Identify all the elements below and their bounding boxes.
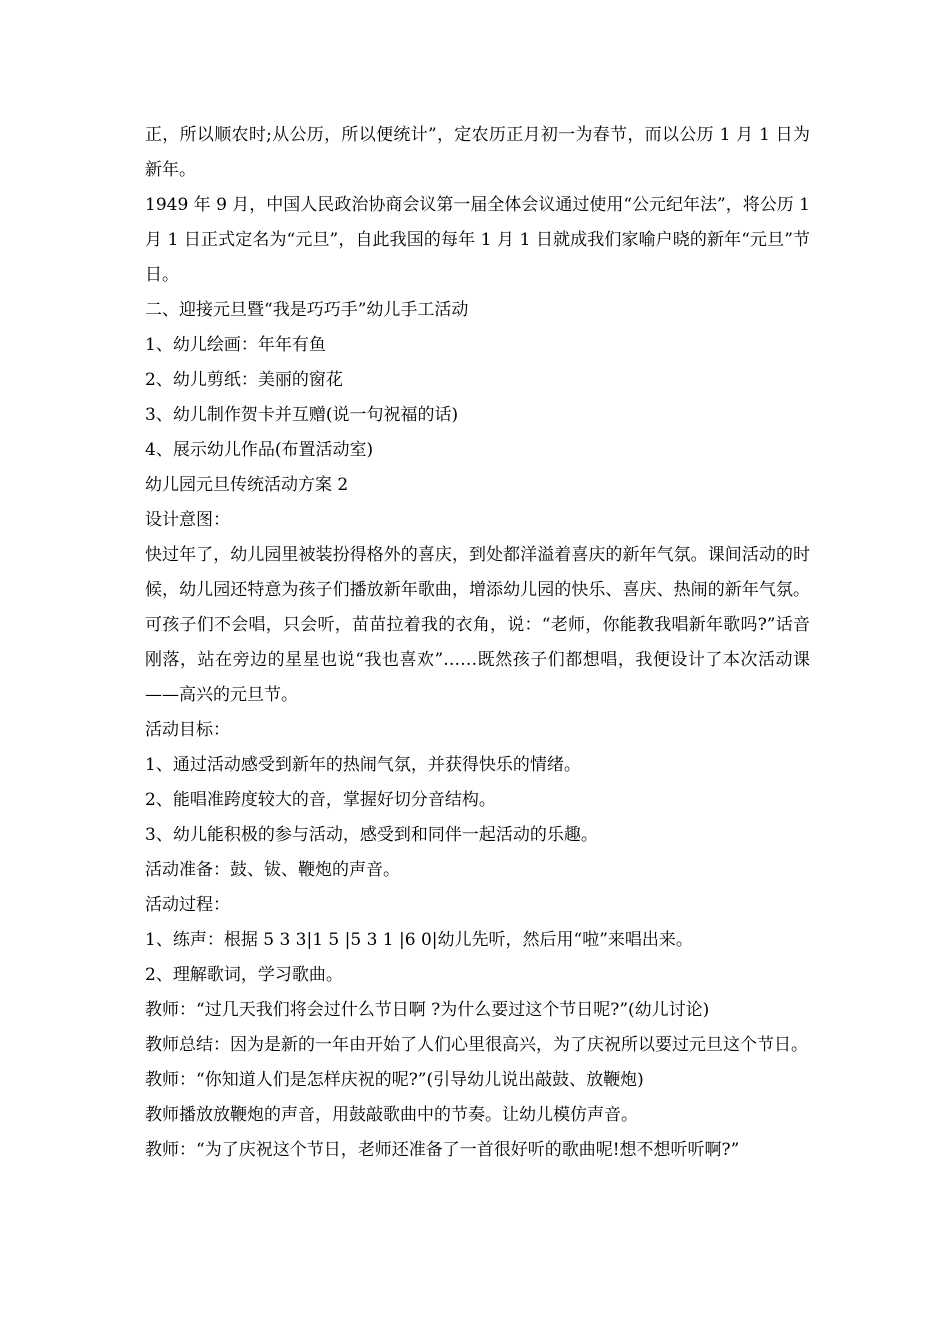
list-item: 1、通过活动感受到新年的热闹气氛，并获得快乐的情绪。 <box>145 755 581 775</box>
list-item: 2、能唱准跨度较大的音，掌握好切分音结构。 <box>145 790 496 810</box>
section-label: 设计意图： <box>145 510 230 530</box>
section-label: 活动准备：鼓、钹、鞭炮的声音。 <box>145 860 400 880</box>
dialogue-line: 教师：“过几天我们将会过什么节日啊 ?为什么要过这个节日呢?”(幼儿讨论) <box>145 1000 710 1020</box>
section-label: 活动目标： <box>145 720 230 740</box>
paragraph-2: 1949 年 9 月，中国人民政治协商会议第一届全体会议通过使用“公元纪年法”，将公历 1 月 1 日正式定名为“元旦”，自此我国的每年 1 月 1 日就成我们家喻户晓的新年“元旦”节日。 <box>145 195 810 285</box>
dialogue-line: 教师播放放鞭炮的声音，用鼓敲歌曲中的节奏。让幼儿模仿声音。 <box>145 1105 638 1125</box>
dialogue-line: 教师总结：因为是新的一年由开始了人们心里很高兴，为了庆祝所以要过元旦这个节日。 <box>145 1035 808 1055</box>
paragraph-design-intent: 快过年了，幼儿园里被装扮得格外的喜庆，到处都洋溢着喜庆的新年气氛。课间活动的时候，幼儿园还特意为孩子们播放新年歌曲，增添幼儿园的快乐、喜庆、热闹的新年气氛。可孩子们不会唱，只会听，苗苗拉着我的衣角，说：“老师，你能教我唱新年歌吗?”话音刚落，站在旁边的星星也说“我也喜欢”……既然孩子们都想唱，我便设计了本次活动课——高兴的元旦节。 <box>145 545 810 705</box>
list-item: 2、理解歌词，学习歌曲。 <box>145 965 343 985</box>
list-item: 4、展示幼儿作品(布置活动室) <box>145 440 374 460</box>
list-item: 2、幼儿剪纸：美丽的窗花 <box>145 370 343 390</box>
dialogue-line: 教师：“你知道人们是怎样庆祝的呢?”(引导幼儿说出敲鼓、放鞭炮) <box>145 1070 644 1090</box>
section-label: 活动过程： <box>145 895 230 915</box>
paragraph-1: 正，所以顺农时;从公历，所以便统计”，定农历正月初一为春节，而以公历 1 月 1 日为新年。 <box>145 125 810 180</box>
section-heading: 二、迎接元旦暨“我是巧巧手”幼儿手工活动 <box>145 300 469 320</box>
document-body <box>145 118 810 1168</box>
list-item: 3、幼儿能积极的参与活动，感受到和同伴一起活动的乐趣。 <box>145 825 598 845</box>
list-item: 1、幼儿绘画：年年有鱼 <box>145 335 326 355</box>
list-item: 1、练声：根据 5 3 3|1 5 |5 3 1 |6 0|幼儿先听，然后用“啦”来唱出来。 <box>145 930 693 950</box>
list-item: 3、幼儿制作贺卡并互赠(说一句祝福的话) <box>145 405 459 425</box>
document-subtitle: 幼儿园元旦传统活动方案 2 <box>145 475 349 495</box>
dialogue-line: 教师：“为了庆祝这个节日，老师还准备了一首很好听的歌曲呢!想不想听听啊?” <box>145 1140 740 1160</box>
